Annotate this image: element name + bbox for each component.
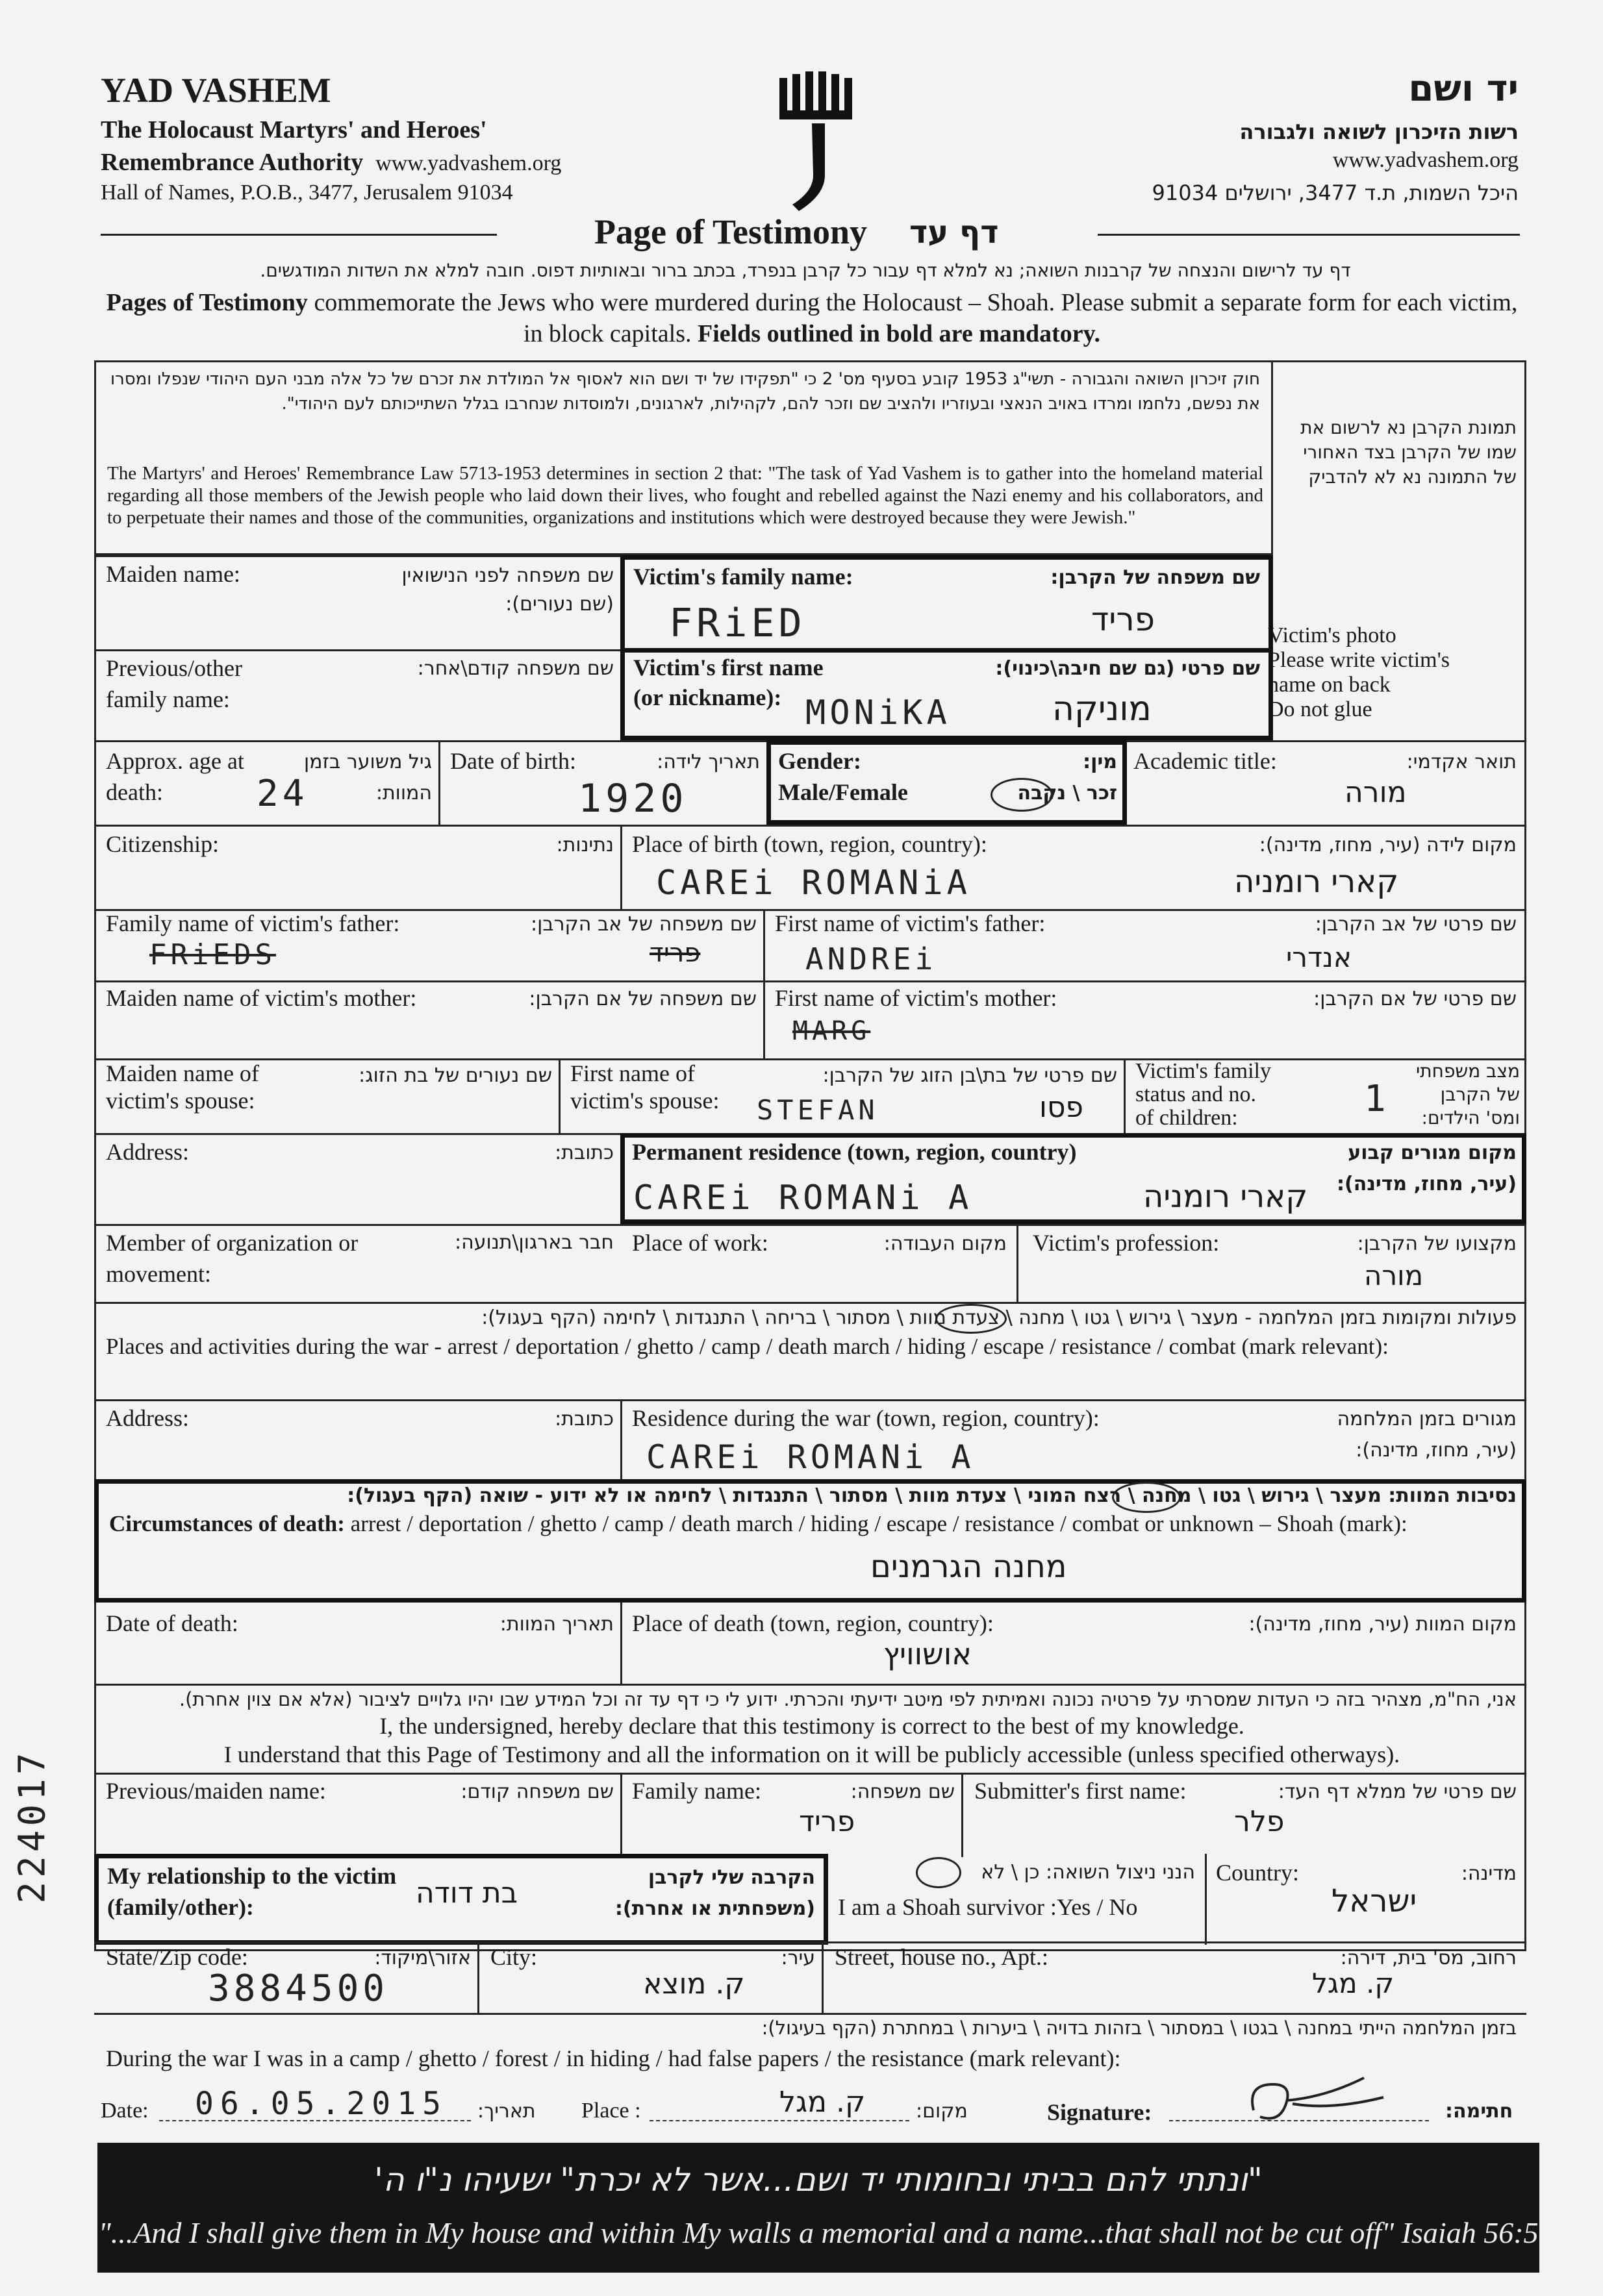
footer-quote-he: "ונתתי להם בביתי ובחומותי יד ושם...אשר לא יכרת" ישעיהו נ"ו ה' — [374, 2161, 1263, 2199]
website-he[interactable]: www.yadvashem.org — [1332, 148, 1519, 172]
margin-reference-number: 224017 — [11, 1749, 54, 1904]
page-title-he: דף עד — [909, 214, 999, 251]
declaration-he: אני, הח"מ, מצהיר בזה כי העדות שמסרתי על פרטיה נכונה ואמיתית לפי מיטב ידיעתי והכרתי. ידוע לי כי דף עד זה וכל המידע שבו יהיו גלויים לציבור (אלא אם צוין אחרת). — [179, 1688, 1517, 1710]
submitter-family-name-label: Family name: — [632, 1778, 761, 1804]
maiden-name-label-he: שם משפחה לפני הנישואין (שם נעורים): — [401, 564, 614, 616]
dob-label: Date of birth: — [450, 748, 576, 774]
survivor-no-circle[interactable] — [916, 1857, 961, 1888]
victim-family-name-label: Victim's family name: — [633, 564, 853, 590]
mother-first-name-label: First name of victim's mother: — [775, 985, 1057, 1011]
relationship-label: My relationship to the victim (family/other): — [107, 1863, 397, 1920]
date-of-death-label: Date of death: — [106, 1610, 238, 1636]
victim-first-name-field[interactable]: MONiKA — [805, 693, 951, 732]
spouse-maiden-name-label-he: שם נעורים של בת הזוג: — [359, 1064, 552, 1087]
father-first-name-label-he: שם פרטי של אב הקרבן: — [1315, 913, 1517, 936]
address-war-label-he: כתובת: — [555, 1408, 614, 1430]
previous-name-label: Previous/other family name: — [106, 655, 242, 712]
profession-field[interactable]: מורה — [1364, 1260, 1424, 1292]
pob-label: Place of birth (town, region, country): — [632, 831, 987, 857]
date-field[interactable]: 06.05.2015 — [195, 2086, 448, 2122]
address-label: Address: — [106, 1139, 189, 1165]
place-label: Place : — [581, 2099, 641, 2123]
street-label: Street, house no., Apt.: — [835, 1944, 1048, 1970]
gender-label: Gender: Male/Female — [778, 748, 908, 805]
country-label: Country: — [1216, 1860, 1300, 1886]
victim-first-name-label: Victim's first name (or nickname): — [633, 655, 824, 710]
mother-maiden-name-label: Maiden name of victim's mother: — [106, 985, 417, 1011]
place-label-he: מקום: — [916, 2100, 968, 2123]
place-of-death-label-he: מקום המוות (עיר, מחוז, מדינה): — [1248, 1613, 1517, 1636]
place-of-work-label-he: מקום העבודה: — [883, 1232, 1007, 1255]
submitter-war-label: During the war I was in a camp / ghetto / forest / in hiding / had false papers / the resistance (mark relevant): — [106, 2045, 1121, 2071]
maiden-name-field[interactable] — [104, 623, 611, 649]
mother-first-name-label-he: שם פרטי של אם הקרבן: — [1313, 988, 1517, 1010]
circumstances-label: Circumstances of death: arrest / deportation / ghetto / camp / death march / hiding / escape / resistance / combat or unknown – Shoah (mark): — [109, 1511, 1407, 1536]
submitter-war-label-he: בזמן המלחמה הייתי במחנה \ בגטו \ במסתור \ בזהות בדויה \ ביערות \ במחתרת (הקף בעיגול): — [761, 2017, 1517, 2039]
permanent-residence-field[interactable]: CAREi ROMANi A — [633, 1179, 973, 1217]
father-first-name-field-he[interactable]: אנדרי — [1286, 942, 1352, 973]
maiden-name-label: Maiden name: — [106, 561, 240, 587]
relationship-field[interactable]: בת דודה — [416, 1877, 518, 1910]
places-activities-label: Places and activities during the war - arrest / deportation / ghetto / camp / death march / hiding / escape / resistance / combat (mark relevant): — [106, 1334, 1389, 1359]
intro-en: Pages of Testimony commemorate the Jews who were murdered during the Holocaust – Shoah. Please submit a separate form for each victim, in block capitals. Fields outlined in bold are mandatory. — [106, 289, 1518, 347]
academic-title-label: Academic title: — [1133, 748, 1277, 774]
war-residence-field[interactable]: CAREi ROMANi A — [646, 1438, 975, 1476]
gender-female-circle[interactable] — [991, 778, 1053, 812]
spouse-first-name-field[interactable]: STEFAN — [757, 1094, 879, 1126]
father-family-name-label: Family name of victim's father: — [106, 910, 400, 936]
address-label-he: כתובת: — [555, 1142, 614, 1164]
profession-label: Victim's profession: — [1033, 1230, 1220, 1256]
age-label-he: גיל משוער בזמן המוות: — [304, 751, 432, 805]
org-name-he: יד ושם — [1408, 68, 1519, 110]
father-first-name-label: First name of victim's father: — [775, 910, 1046, 936]
permanent-residence-label: Permanent residence (town, region, country) — [632, 1139, 1077, 1165]
victim-family-name-label-he: שם משפחה של הקרבן: — [1050, 566, 1260, 589]
pob-field-he[interactable]: קארי רומניה — [1234, 864, 1399, 900]
city-label: City: — [490, 1944, 538, 1970]
date-label: Date: — [101, 2099, 149, 2123]
survivor-label: I am a Shoah survivor :Yes / No — [838, 1894, 1138, 1920]
place-of-death-field[interactable]: אושוויץ — [883, 1636, 972, 1671]
law-text-en: The Martyrs' and Heroes' Remembrance Law 5713-1953 determines in section 2 that: "The task of Yad Vashem is to gather into the homeland material regarding all those members of the Jewish people who laid down their lives, who fought and rebelled against the Nazi enemy and his collaborators, and to perpetuate their names and those of the communities, organizations and institutions which were destroyed because they were Jewish." — [107, 463, 1263, 528]
permanent-residence-label-he: מקום מגורים קבוע (עיר, מחוז, מדינה): — [1337, 1142, 1517, 1195]
victim-photo-slot[interactable] — [1273, 565, 1520, 740]
spouse-first-name-label: First name of victim's spouse: — [570, 1060, 720, 1114]
spouse-maiden-name-label: Maiden name of victim's spouse: — [106, 1060, 259, 1114]
submitter-first-name-label: Submitter's first name: — [974, 1778, 1187, 1804]
pob-field[interactable]: CAREi ROMANiA — [656, 864, 971, 903]
signature-label: Signature: — [1047, 2099, 1152, 2125]
dob-field[interactable]: 1920 — [578, 776, 688, 821]
country-field[interactable]: ישראל — [1332, 1883, 1417, 1919]
zip-field[interactable]: 3884500 — [208, 1967, 389, 2010]
signature-label-he: חתימה: — [1445, 2100, 1513, 2123]
org-line2-he: רשות הזיכרון לשואה ולגבורה — [1239, 119, 1519, 144]
submitter-first-name-field[interactable]: פלר — [1234, 1805, 1285, 1838]
place-of-work-label: Place of work: — [632, 1230, 768, 1256]
country-label-he: מדינה: — [1461, 1862, 1517, 1885]
mother-first-name-field[interactable]: MARG — [792, 1016, 871, 1046]
father-family-name-field[interactable]: FRiEDS — [149, 938, 276, 971]
law-text-he: חוק זיכרון השואה והגבורה - תשי"ג 1953 קובע בסעיף מס' 2 כי "תפקידו של יד ושם הוא לאסוף אל המולדת את זכרם של כל אלה מבני העם היהודי שנפלו ומסרו את נפשם, נלחמו ומרדו באויב הנאצי ובעוזריו ולהציב שם וזכר להם, לקהילות, לארגונים, ולמוסדות שנחרבו בגלל השתייכותם לעם היהודי". — [110, 369, 1260, 414]
father-family-name-label-he: שם משפחה של אב הקרבן: — [530, 913, 757, 936]
member-organization-label: Member of organization or movement: — [106, 1230, 359, 1287]
street-label-he: רחוב, מס' בית, דירה: — [1340, 1947, 1517, 1969]
city-label-he: עיר: — [781, 1947, 815, 1969]
pob-label-he: מקום לידה (עיר, מחוז, מדינה): — [1259, 834, 1517, 856]
photo-instructions-he: תמונת הקרבן נא לרשום את שמו של הקרבן בצד האחורי של התמונה נא לא להדביק — [1300, 417, 1517, 488]
age-label: Approx. age at death: — [106, 748, 244, 805]
address-war-label: Address: — [106, 1405, 189, 1431]
place-field[interactable]: ק. מגל — [779, 2086, 866, 2119]
victim-first-name-label-he: שם פרטי (גם שם חיבה\כינוי): — [995, 657, 1260, 680]
org-name-en: YAD VASHEM — [101, 71, 331, 110]
victim-first-name-field-he[interactable]: מוניקה — [1052, 690, 1152, 729]
war-residence-label-he: מגורים בזמן המלחמה (עיר, מחוז, מדינה): — [1337, 1408, 1517, 1462]
footer-quote-banner — [97, 2143, 1539, 2273]
spouse-first-name-field-he[interactable]: פסו — [1039, 1091, 1084, 1124]
page-title-en: Page of Testimony — [594, 212, 868, 251]
citizenship-label-he: נתינות: — [556, 834, 614, 856]
submitter-previous-name-label-he: שם משפחה קודם: — [461, 1780, 614, 1803]
yad-vashem-logo-icon — [773, 71, 864, 214]
submitter-family-name-field[interactable]: פריד — [799, 1805, 855, 1838]
family-status-label: Victim's family status and no. of children: — [1135, 1059, 1271, 1130]
intro-he: דף עד לרישום והנצחה של קרבנות השואה; נא למלא דף עבור כל קרבן בנפרד, בכתב ברור ובאותיות דפוס. חובה למלא את השדות המודגשים. — [260, 260, 1351, 281]
photo-instructions-en: Victim's photo Please write victim's name on back Do not glue — [1268, 623, 1450, 721]
relationship-label-he: הקרבה שלי לקרבן (משפחתית או אחרת): — [614, 1866, 815, 1920]
victim-family-name-field-he[interactable]: פריד — [1091, 601, 1155, 638]
submitter-family-name-label-he: שם משפחה: — [850, 1780, 955, 1803]
places-activities-label-he: פעולות ומקומות בזמן המלחמה - מעצר \ גירוש \ גטו \ מחנה \ צעדת מוות \ מסתור \ בריחה \ התנגדות \ לחימה (הקף בעגול): — [481, 1306, 1517, 1329]
previous-name-label-he: שם משפחה קודם\אחר: — [417, 657, 614, 680]
spouse-first-name-label-he: שם פרטי של בת\בן הזוג של הקרבן: — [822, 1064, 1117, 1087]
father-first-name-field[interactable]: ANDREi — [805, 942, 937, 977]
org-line3-en: Remembrance Authority www.yadvashem.org — [101, 149, 562, 176]
date-of-death-label-he: תאריך המוות: — [499, 1613, 614, 1636]
family-status-label-he: מצב משפחתי של הקרבן ומס' הילדים: — [1415, 1060, 1520, 1129]
victim-family-name-field[interactable]: FRiED — [669, 601, 806, 646]
mother-maiden-name-label-he: שם משפחה של אם הקרבן: — [529, 988, 757, 1010]
father-family-name-field-he[interactable]: פריד — [650, 938, 701, 968]
citizenship-label: Citizenship: — [106, 831, 219, 857]
age-field[interactable]: 24 — [257, 773, 309, 815]
zip-label-he: אזור\מיקוד: — [374, 1947, 471, 1969]
gender-label-he: מין: זכר \ נקבה — [1017, 751, 1117, 805]
submitter-previous-name-label: Previous/maiden name: — [106, 1778, 326, 1804]
places-camp-circle[interactable] — [935, 1304, 1007, 1334]
footer-quote-en: "...And I shall give them in My house and within My walls a memorial and a name...that shall not be cut off" Isaiah 56:5 — [98, 2216, 1539, 2249]
circumstances-camp-circle[interactable] — [1112, 1482, 1181, 1513]
org-line2-en: The Holocaust Martyrs' and Heroes' — [101, 116, 487, 144]
circumstances-field[interactable]: מחנה הגרמנים — [870, 1549, 1067, 1585]
survivor-label-he: הנני ניצול השואה: כן \ לא — [981, 1861, 1195, 1884]
permanent-residence-field-he[interactable]: קארי רומניה — [1143, 1179, 1308, 1215]
website-en[interactable]: www.yadvashem.org — [375, 151, 562, 175]
profession-label-he: מקצועו של הקרבן: — [1357, 1232, 1517, 1255]
academic-title-field[interactable]: מורה — [1344, 776, 1407, 809]
circumstances-label-he: נסיבות המוות: מעצר \ גירוש \ גטו \ מחנה \ רצח המוני \ צעדת מוות \ מסתור \ התנגדות \ לחימה או לא ידוע - שואה (הקף בעגול): — [347, 1484, 1517, 1507]
place-of-death-label: Place of death (town, region, country): — [632, 1610, 994, 1636]
zip-label: State/Zip code: — [106, 1944, 248, 1970]
city-field[interactable]: ק. מוצא — [643, 1967, 745, 2001]
address-en: Hall of Names, P.O.B., 3477, Jerusalem 91034 — [101, 181, 513, 205]
member-organization-label-he: חבר בארגון\תנועה: — [455, 1231, 614, 1254]
family-status-field[interactable]: 1 — [1364, 1078, 1390, 1120]
date-label-he: תאריך: — [477, 2100, 536, 2123]
dob-label-he: תאריך לידה: — [657, 751, 760, 773]
declaration-en: I, the undersigned, hereby declare that this testimony is correct to the best of my knowledge. I understand that this Page of Testimony and all the information on it will be publicly accessible (unless specified otherways). — [223, 1713, 1400, 1767]
academic-title-label-he: תואר אקדמי: — [1406, 751, 1517, 773]
submitter-first-name-label-he: שם פרטי של ממלא דף העד: — [1278, 1780, 1517, 1803]
war-residence-label: Residence during the war (town, region, country): — [632, 1405, 1100, 1431]
street-field[interactable]: ק. מגל — [1312, 1967, 1395, 1999]
address-he: היכל השמות, ת.ד 3477, ירושלים 91034 — [1152, 181, 1519, 205]
